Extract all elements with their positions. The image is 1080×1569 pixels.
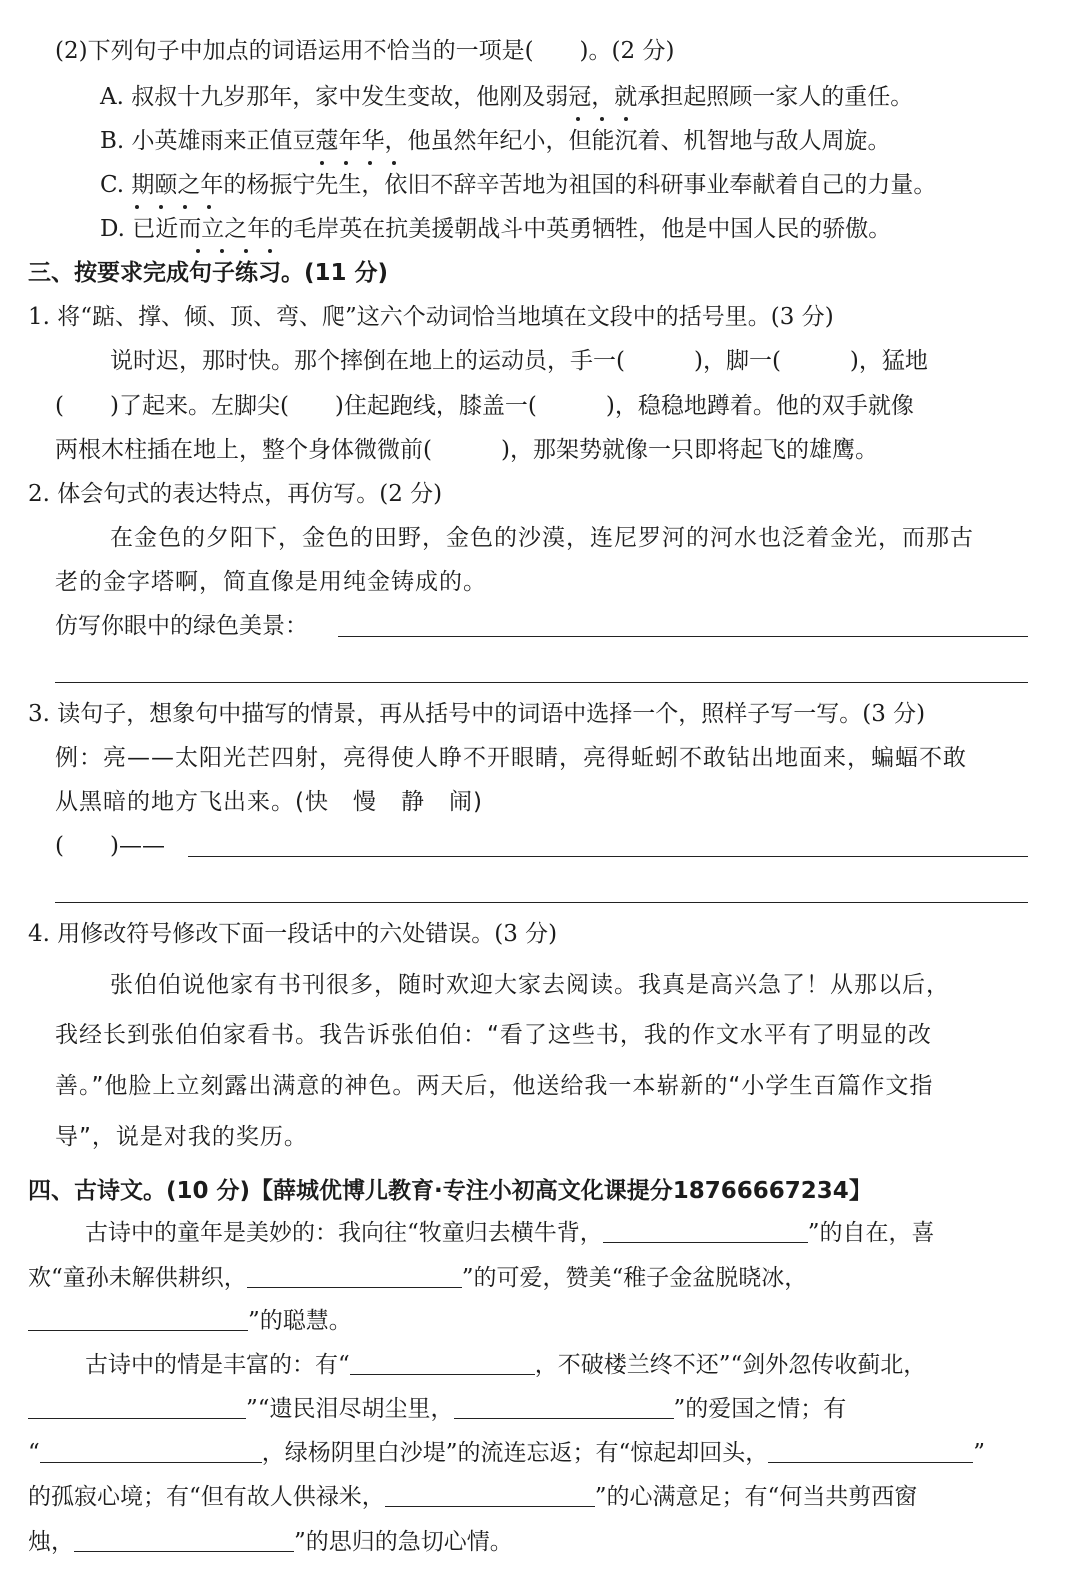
s3-q2-prompt: 仿写你眼中的绿色美景： [55,613,308,639]
poem-blank-5[interactable] [28,1396,246,1419]
section3-title: 三、按要求完成句子练习。(11 分) [28,260,389,286]
s3-q2-line2: 老的金字塔啊，简直像是用纯金铸成的。 [55,569,487,595]
s3-q4-line2: 我经长到张伯伯家看书。我告诉张伯伯：“看了这些书，我的作文水平有了明显的改 [55,1022,932,1048]
s3-q3-stem: 3. 读句子，想象句中描写的情景，再从括号中的词语中选择一个，照样子写一写。(3 分) [28,701,926,727]
poem-blank-9[interactable] [385,1484,595,1507]
poem-blank-8[interactable] [768,1440,973,1463]
s3-q1-stem: 1. 将“踮、撑、倾、顶、弯、爬”这六个动词恰当地填在文段中的括号里。(3 分) [28,304,834,330]
q2-option-d: D. 已近而立之年的毛岸英在抗美援朝战斗中英勇牺牲，他是中国人民的骄傲。 [100,216,892,242]
q2-option-c: C. 期颐之年的杨振宁先生，依旧不辞辛苦地为祖国的科研事业奉献着自己的力量。 [100,172,937,198]
poem-blank-6[interactable] [454,1396,674,1419]
s4-p2-line5: 烛， ”的思归的急切心情。 [28,1529,513,1555]
s3-q1-line2: ( )了起来。左脚尖( )住起跑线，膝盖一( )，稳稳地蹲着。他的双手就像 [55,393,914,419]
s3-q4-line3: 善。”他脸上立刻露出满意的神色。两天后，他送给我一本崭新的“小学生百篇作文指 [55,1073,934,1099]
answer-line-q3a[interactable] [188,856,1028,857]
answer-line-q3b[interactable] [55,902,1028,903]
q2-option-b: B. 小英雄雨来正值豆蔻年华，他虽然年纪小，但能沉着、机智地与敌人周旋。 [100,128,891,154]
s4-p1-line2: 欢“童孙未解供耕织， ”的可爱，赞美“稚子金盆脱晓冰， [28,1265,808,1291]
poem-blank-4[interactable] [350,1352,535,1375]
s3-q3-line2: 从黑暗的地方飞出来。(快 慢 静 闹) [55,789,483,815]
s3-q4-line4: 导”，说是对我的奖历。 [55,1124,308,1150]
s3-q2-stem: 2. 体会句式的表达特点，再仿写。(2 分) [28,481,443,507]
s4-p2-line3: “ ，绿杨阴里白沙堤”的流连忘返；有“惊起却回头， ” [28,1440,986,1466]
s4-p1-line3: ”的聪慧。 [28,1306,352,1336]
q2-stem: (2)下列句子中加点的词语运用不恰当的一项是( )。(2 分) [55,38,675,64]
s3-q4-line1: 张伯伯说他家有书刊很多，随时欢迎大家去阅读。我真是高兴急了！从那以后， [110,972,950,998]
poem-blank-7[interactable] [40,1440,262,1463]
s3-q1-line3: 两根木柱插在地上，整个身体微微前( )，那架势就像一只即将起飞的雄鹰。 [55,437,878,463]
s3-q3-line1: 例：亮——太阳光芒四射，亮得使人睁不开眼睛，亮得蚯蚓不敢钻出地面来，蝙蝠不敢 [55,745,967,771]
poem-blank-3[interactable] [28,1308,248,1331]
s4-p2-line1: 古诗中的情是丰富的：有“ ，不破楼兰终不还”“剑外忽传收蓟北， [85,1352,927,1378]
s3-q1-line1: 说时迟，那时快。那个摔倒在地上的运动员，手一( )，脚一( )，猛地 [110,348,928,374]
s3-q4-stem: 4. 用修改符号修改下面一段话中的六处错误。(3 分) [28,921,558,947]
s3-q2-line1: 在金色的夕阳下，金色的田野，金色的沙漠，连尼罗河的河水也泛着金光，而那古 [110,525,974,551]
poem-blank-10[interactable] [74,1529,294,1552]
answer-line-q2a[interactable] [338,636,1028,637]
s3-q3-blank-prefix: ( )—— [55,833,165,859]
poem-blank-1[interactable] [603,1220,808,1243]
answer-line-q2b[interactable] [55,682,1028,683]
q2-option-a: A. 叔叔十九岁那年，家中发生变故，他刚及弱冠，就承担起照顾一家人的重任。 [100,84,914,110]
section4-title: 四、古诗文。(10 分)【薛城优博儿教育·专注小初高文化课提分18766667234】 [28,1178,872,1204]
s4-p2-line4: 的孤寂心境；有“但有故人供禄米， ”的心满意足；有“何当共剪西窗 [28,1484,918,1510]
s4-p1-line1: 古诗中的童年是美妙的：我向往“牧童归去横牛背， ”的自在，喜 [85,1220,935,1246]
poem-blank-2[interactable] [247,1265,462,1288]
s4-p2-line2: ”“遗民泪尽胡尘里， ”的爱国之情；有 [28,1394,846,1424]
